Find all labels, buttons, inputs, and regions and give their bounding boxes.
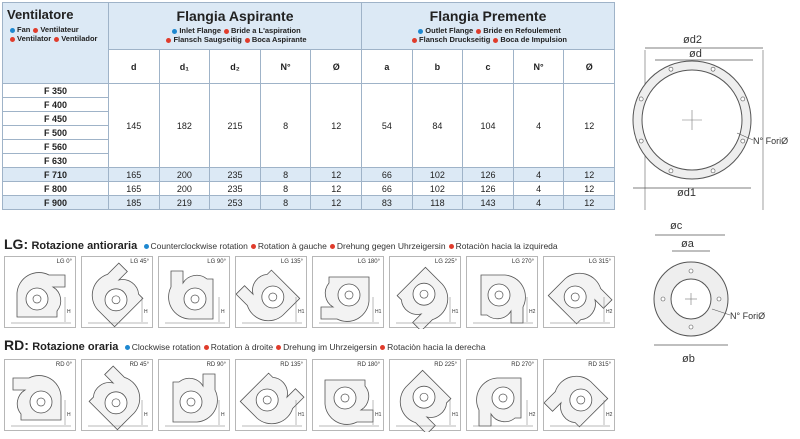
orientation-label: RD 225° bbox=[434, 362, 457, 368]
c-label: øc bbox=[670, 220, 683, 232]
bullet-dot-icon bbox=[251, 244, 256, 249]
table-row bbox=[3, 182, 615, 196]
fan-orientation-drawing bbox=[82, 360, 154, 432]
fan-orientation-drawing bbox=[467, 257, 539, 329]
orientation-label: LG 0° bbox=[56, 259, 72, 265]
bullet-dot-icon bbox=[412, 38, 417, 43]
bullet-dot-icon bbox=[418, 29, 423, 34]
aspirante-languages bbox=[111, 26, 359, 44]
impeller bbox=[492, 387, 514, 409]
language-label: Drehung gegen Uhrzeigersin bbox=[336, 241, 446, 251]
column-header: N° bbox=[513, 50, 564, 84]
orientation-label: RD 315° bbox=[588, 362, 611, 368]
language-label: Counterclockwise rotation bbox=[150, 241, 248, 251]
bullet-dot-icon bbox=[33, 28, 38, 33]
height-dimension-label: H1 bbox=[452, 309, 459, 315]
lg-languages bbox=[141, 241, 558, 251]
language-label: Rotaciòn hacia la izquireda bbox=[455, 241, 558, 251]
column-header: d₂ bbox=[210, 50, 261, 84]
value-cell: 8 bbox=[260, 196, 311, 210]
orientation-label: LG 180° bbox=[357, 259, 380, 265]
impeller bbox=[338, 284, 360, 306]
fan-orientation-drawing bbox=[159, 257, 231, 329]
bullet-dot-icon bbox=[245, 38, 250, 43]
language-label: Flansch Druckseitig bbox=[419, 35, 491, 44]
height-dimension-label: H1 bbox=[375, 309, 382, 315]
language-label: Clockwise rotation bbox=[131, 342, 201, 352]
height-dimension-label: H1 bbox=[375, 412, 382, 418]
orientation-label: LG 45° bbox=[130, 259, 149, 265]
language-label: Drehung im Uhrzeigersin bbox=[283, 342, 378, 352]
bolt-hole bbox=[711, 169, 715, 173]
value-cell: 165 bbox=[109, 182, 160, 196]
orientation-label: LG 270° bbox=[511, 259, 534, 265]
bullet-dot-icon bbox=[276, 345, 281, 350]
fan-orientation-drawing bbox=[313, 257, 385, 329]
outlet-hole-bottom bbox=[689, 325, 693, 329]
bolt-hole bbox=[669, 169, 673, 173]
fan-orientation-drawing bbox=[313, 360, 385, 432]
model-cell: F 350 bbox=[3, 84, 109, 98]
height-dimension-label: H1 bbox=[452, 412, 459, 418]
lg-title: Rotazione antioraria bbox=[31, 240, 138, 252]
bolt-hole bbox=[639, 139, 643, 143]
aspirante-header bbox=[109, 3, 362, 50]
bullet-dot-icon bbox=[166, 38, 171, 43]
value-cell: 12 bbox=[311, 182, 362, 196]
bullet-dot-icon bbox=[125, 345, 130, 350]
fan-orientation-drawing bbox=[236, 257, 308, 329]
impeller bbox=[488, 284, 510, 306]
fan-orientation-drawing bbox=[5, 257, 77, 329]
orientation-thumbnail bbox=[312, 256, 384, 328]
fan-orientation-drawing bbox=[467, 360, 539, 432]
value-cell: 118 bbox=[412, 196, 463, 210]
outlet-hole-top bbox=[689, 269, 693, 273]
language-label: Bride a L'aspiration bbox=[230, 26, 301, 35]
d1-label: ød1 bbox=[677, 187, 696, 199]
value-cell: 102 bbox=[412, 182, 463, 196]
height-dimension-label: H2 bbox=[529, 412, 536, 418]
orientation-thumbnail bbox=[466, 256, 538, 328]
bullet-dot-icon bbox=[449, 244, 454, 249]
d-label: ød bbox=[689, 48, 702, 60]
orientation-thumbnail bbox=[235, 256, 307, 328]
value-cell: 8 bbox=[260, 168, 311, 182]
orientation-label: LG 315° bbox=[588, 259, 611, 265]
height-dimension-label: H bbox=[221, 309, 225, 315]
height-dimension-label: H bbox=[67, 412, 71, 418]
impeller bbox=[180, 391, 202, 413]
language-label: Rotaciòn hacia la derecha bbox=[387, 342, 486, 352]
bolt-hole bbox=[711, 67, 715, 71]
value-cell: 235 bbox=[210, 182, 261, 196]
bullet-dot-icon bbox=[330, 244, 335, 249]
bolt-hole bbox=[741, 97, 745, 101]
ventilatore-languages bbox=[7, 25, 104, 43]
value-cell: 143 bbox=[463, 196, 514, 210]
value-cell: 200 bbox=[159, 182, 210, 196]
value-cell: 200 bbox=[159, 168, 210, 182]
bullet-dot-icon bbox=[493, 38, 498, 43]
bullet-dot-icon bbox=[476, 29, 481, 34]
value-cell: 12 bbox=[564, 196, 615, 210]
value-cell: 215 bbox=[210, 84, 261, 168]
impeller bbox=[30, 391, 52, 413]
value-cell: 12 bbox=[311, 196, 362, 210]
model-cell: F 560 bbox=[3, 140, 109, 154]
outlet-hole-left bbox=[661, 297, 665, 301]
column-header: a bbox=[362, 50, 413, 84]
impeller bbox=[26, 288, 48, 310]
orientation-label: LG 90° bbox=[207, 259, 226, 265]
b-label: øb bbox=[682, 353, 695, 365]
orientation-label: RD 270° bbox=[511, 362, 534, 368]
height-dimension-label: H bbox=[67, 309, 71, 315]
orientation-thumbnail bbox=[312, 359, 384, 431]
model-cell: F 450 bbox=[3, 112, 109, 126]
outlet-hole-right bbox=[717, 297, 721, 301]
orientation-label: RD 135° bbox=[280, 362, 303, 368]
lg-code: LG: bbox=[4, 236, 29, 252]
model-cell: F 500 bbox=[3, 126, 109, 140]
value-cell: 4 bbox=[513, 196, 564, 210]
fan-orientation-drawing bbox=[159, 360, 231, 432]
impeller bbox=[184, 288, 206, 310]
value-cell: 8 bbox=[260, 182, 311, 196]
bolt-hole bbox=[639, 97, 643, 101]
lg-thumbnails bbox=[4, 256, 615, 328]
value-cell: 185 bbox=[109, 196, 160, 210]
orientation-label: RD 0° bbox=[55, 362, 72, 368]
bullet-dot-icon bbox=[204, 345, 209, 350]
bolt-hole bbox=[669, 67, 673, 71]
column-header: c bbox=[463, 50, 514, 84]
column-header: N° bbox=[260, 50, 311, 84]
orientation-thumbnail bbox=[389, 359, 461, 431]
inlet-fori-label: N° ForiØ bbox=[753, 136, 789, 146]
height-dimension-label: H1 bbox=[298, 412, 305, 418]
value-cell: 253 bbox=[210, 196, 261, 210]
language-label: Flansch Saugseitig bbox=[173, 35, 242, 44]
impeller bbox=[334, 387, 356, 409]
fan-orientation-drawing bbox=[544, 257, 616, 329]
column-header: b bbox=[412, 50, 463, 84]
ventilatore-title: Ventilatore bbox=[7, 7, 74, 22]
value-cell: 126 bbox=[463, 168, 514, 182]
fan-orientation-drawing bbox=[544, 360, 616, 432]
column-header: d₁ bbox=[159, 50, 210, 84]
value-cell: 84 bbox=[412, 84, 463, 168]
orientation-thumbnail bbox=[543, 359, 615, 431]
bullet-dot-icon bbox=[10, 28, 15, 33]
value-cell: 8 bbox=[260, 84, 311, 168]
fan-orientation-drawing bbox=[390, 257, 462, 329]
height-dimension-label: H bbox=[144, 412, 148, 418]
orientation-label: RD 45° bbox=[129, 362, 149, 368]
language-label: Bride en Refoulement bbox=[483, 26, 561, 35]
orientation-thumbnail bbox=[158, 359, 230, 431]
model-cell: F 800 bbox=[3, 182, 109, 196]
height-dimension-label: H bbox=[144, 309, 148, 315]
premente-title: Flangia Premente bbox=[429, 8, 547, 24]
orientation-label: RD 180° bbox=[357, 362, 380, 368]
bolt-hole bbox=[741, 139, 745, 143]
a-label: øa bbox=[681, 238, 694, 250]
column-header: Ø bbox=[311, 50, 362, 84]
orientation-thumbnail bbox=[466, 359, 538, 431]
language-label: Ventilador bbox=[61, 34, 98, 43]
inlet-flange-drawing bbox=[625, 30, 800, 210]
rd-thumbnails bbox=[4, 359, 615, 431]
value-cell: 182 bbox=[159, 84, 210, 168]
orientation-label: LG 225° bbox=[434, 259, 457, 265]
orientation-thumbnail bbox=[4, 256, 76, 328]
rd-languages bbox=[122, 342, 486, 352]
orientation-thumbnail bbox=[81, 256, 153, 328]
orientation-label: LG 135° bbox=[280, 259, 303, 265]
bullet-dot-icon bbox=[380, 345, 385, 350]
value-cell: 66 bbox=[362, 168, 413, 182]
orientation-thumbnail bbox=[389, 256, 461, 328]
height-dimension-label: H bbox=[221, 412, 225, 418]
flange-dimensions-table bbox=[2, 2, 615, 210]
value-cell: 83 bbox=[362, 196, 413, 210]
bullet-dot-icon bbox=[54, 37, 59, 42]
height-dimension-label: H2 bbox=[529, 309, 536, 315]
value-cell: 219 bbox=[159, 196, 210, 210]
value-cell: 66 bbox=[362, 182, 413, 196]
value-cell: 4 bbox=[513, 168, 564, 182]
language-label: Boca de Impulsion bbox=[500, 35, 567, 44]
language-label: Rotation à droite bbox=[210, 342, 274, 352]
value-cell: 12 bbox=[564, 168, 615, 182]
model-cell: F 630 bbox=[3, 154, 109, 168]
rd-code: RD: bbox=[4, 337, 29, 353]
outlet-flange-drawing bbox=[640, 215, 800, 375]
outlet-fori-label: N° ForiØ bbox=[730, 311, 766, 321]
model-cell: F 710 bbox=[3, 168, 109, 182]
fan-orientation-drawing bbox=[82, 257, 154, 329]
orientation-thumbnail bbox=[158, 256, 230, 328]
language-label: Outlet Flange bbox=[425, 26, 474, 35]
fan-orientation-drawing bbox=[236, 360, 308, 432]
rd-heading bbox=[4, 337, 485, 353]
language-label: Ventilateur bbox=[40, 25, 79, 34]
orientation-thumbnail bbox=[543, 256, 615, 328]
orientation-thumbnail bbox=[235, 359, 307, 431]
value-cell: 145 bbox=[109, 84, 160, 168]
language-label: Rotation à gauche bbox=[257, 241, 327, 251]
ventilatore-header bbox=[3, 3, 109, 84]
value-cell: 12 bbox=[564, 84, 615, 168]
fan-orientation-drawing bbox=[5, 360, 77, 432]
model-cell: F 900 bbox=[3, 196, 109, 210]
column-header: Ø bbox=[564, 50, 615, 84]
height-dimension-label: H2 bbox=[606, 309, 613, 315]
language-label: Boca Aspirante bbox=[251, 35, 307, 44]
value-cell: 4 bbox=[513, 182, 564, 196]
d2-label: ød2 bbox=[683, 34, 702, 46]
value-cell: 12 bbox=[311, 168, 362, 182]
value-cell: 12 bbox=[311, 84, 362, 168]
height-dimension-label: H1 bbox=[298, 309, 305, 315]
orientation-label: RD 90° bbox=[206, 362, 226, 368]
height-dimension-label: H2 bbox=[606, 412, 613, 418]
table-row bbox=[3, 196, 615, 210]
table-row bbox=[3, 84, 615, 98]
language-label: Inlet Flange bbox=[179, 26, 221, 35]
rd-title: Rotazione oraria bbox=[32, 341, 119, 353]
value-cell: 54 bbox=[362, 84, 413, 168]
bullet-dot-icon bbox=[10, 37, 15, 42]
value-cell: 102 bbox=[412, 168, 463, 182]
model-cell: F 400 bbox=[3, 98, 109, 112]
column-header: d bbox=[109, 50, 160, 84]
bullet-dot-icon bbox=[224, 29, 229, 34]
value-cell: 165 bbox=[109, 168, 160, 182]
aspirante-title: Flangia Aspirante bbox=[176, 8, 294, 24]
value-cell: 235 bbox=[210, 168, 261, 182]
language-label: Ventilator bbox=[17, 34, 52, 43]
orientation-thumbnail bbox=[81, 359, 153, 431]
bullet-dot-icon bbox=[172, 29, 177, 34]
language-label: Fan bbox=[17, 25, 31, 34]
premente-header bbox=[362, 3, 615, 50]
value-cell: 12 bbox=[564, 182, 615, 196]
value-cell: 104 bbox=[463, 84, 514, 168]
fan-orientation-drawing bbox=[390, 360, 462, 432]
value-cell: 126 bbox=[463, 182, 514, 196]
table-row bbox=[3, 168, 615, 182]
value-cell: 4 bbox=[513, 84, 564, 168]
orientation-thumbnail bbox=[4, 359, 76, 431]
lg-heading bbox=[4, 236, 558, 252]
premente-languages bbox=[364, 26, 612, 44]
bullet-dot-icon bbox=[144, 244, 149, 249]
